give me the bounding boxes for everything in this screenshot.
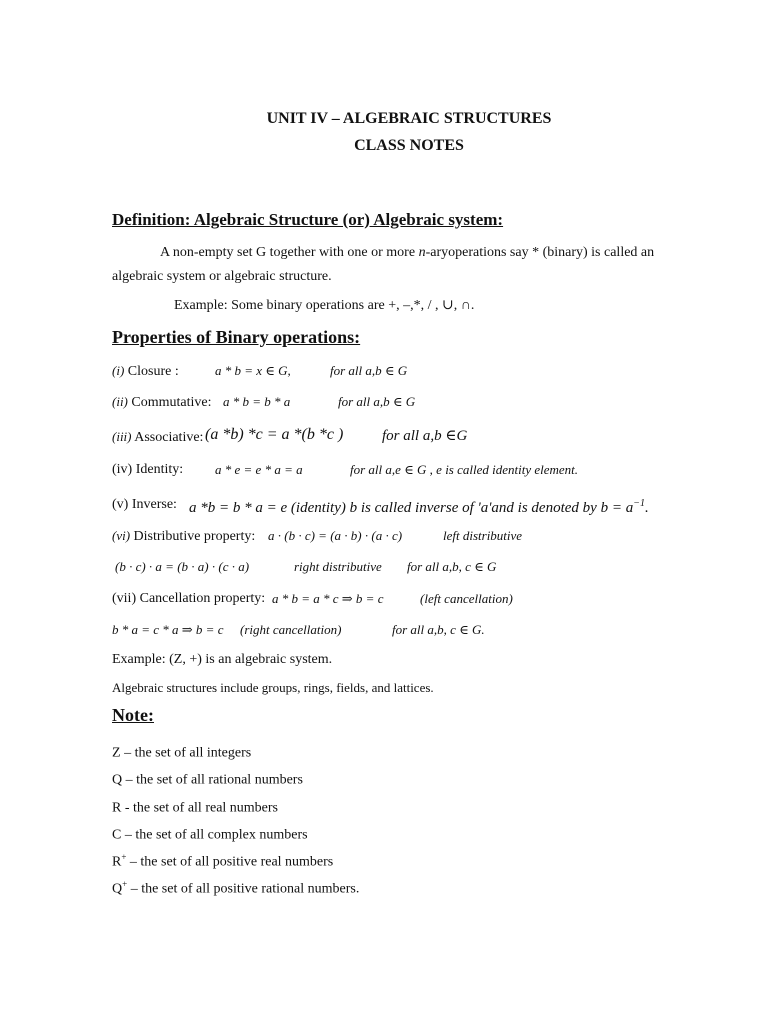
- definition-paragraph-line1: [160, 244, 654, 262]
- identity-label: Identity:: [132, 462, 184, 477]
- commutative-label: Commutative:: [127, 395, 212, 410]
- note-item: [112, 766, 303, 790]
- associative-condition: for all a,b ∈G: [382, 428, 468, 444]
- distributive-number: (vi): [112, 528, 131, 543]
- definition-example: Example: Some binary operations are +, –,*, / , ∪, ∩.: [174, 298, 475, 313]
- note-symbol: R: [112, 854, 122, 870]
- note-text: – the set of all rational numbers: [122, 772, 303, 788]
- property-commutative: [112, 393, 212, 412]
- note-text: - the set of all real numbers: [121, 800, 279, 816]
- closure-expression: a * b = x ∈ G,: [215, 363, 291, 378]
- cancellation2-condition-all: for all a,b, c ∈ G.: [392, 622, 485, 637]
- cancellation-number: (vii): [112, 591, 137, 606]
- commutative-number: (ii): [112, 394, 128, 409]
- inverse-expression: [189, 495, 649, 517]
- distributive2-condition: right distributive: [294, 559, 382, 574]
- example-algebraic-system: Example: (Z, +) is an algebraic system.: [112, 652, 333, 667]
- cancellation-label: Cancellation property:: [136, 591, 266, 606]
- closure-label: Closure :: [124, 364, 179, 379]
- property-distributive: [112, 527, 255, 546]
- page-subtitle: CLASS NOTES: [354, 137, 464, 154]
- cancellation2-condition: (right cancellation): [240, 622, 342, 637]
- definition-text-a: A non-empty set G together with one or more: [160, 245, 419, 260]
- note-superscript: +: [121, 852, 127, 862]
- distributive2-condition-all: for all a,b, c ∈ G: [407, 559, 497, 574]
- note-symbol: Q: [112, 881, 123, 897]
- properties-heading: Properties of Binary operations:: [112, 327, 361, 347]
- property-closure: [112, 362, 179, 381]
- closure-number: (i): [112, 363, 125, 378]
- note-text: – the set of all positive real numbers: [126, 854, 334, 870]
- associative-expression: (a *b) *c = a *(b *c ): [205, 426, 344, 443]
- distributive-label: Distributive property:: [130, 529, 256, 544]
- note-symbol: Q: [112, 772, 123, 788]
- associative-number: (iii): [112, 429, 132, 444]
- identity-condition: for all a,e ∈ G , e is called identity element.: [350, 462, 579, 477]
- algebraic-structures-note: Algebraic structures include groups, rings, fields, and lattices.: [112, 680, 434, 695]
- note-superscript: +: [122, 879, 128, 889]
- definition-heading: Definition: Algebraic Structure (or) Algebraic system:: [112, 210, 504, 229]
- inverse-number: (v): [112, 497, 129, 512]
- inverse-expression-text: a *b = b * a = e (identity) b is called inverse of 'a'and is denoted by b = a: [189, 500, 634, 516]
- inverse-period: .: [644, 500, 649, 516]
- cancellation-expression: a * b = a * c ⇒ b = c: [272, 591, 384, 606]
- property-identity: [112, 461, 183, 479]
- identity-expression: a * e = e * a = a: [215, 462, 303, 477]
- note-symbol: Z: [112, 745, 121, 761]
- note-symbol: R: [112, 800, 122, 816]
- note-symbol: C: [112, 827, 122, 843]
- distributive-expression: a · (b · c) = (a · b) · (a · c): [268, 528, 403, 543]
- note-item: [112, 821, 308, 845]
- distributive2-expression: (b · c) · a = (b · a) · (c · a): [115, 559, 250, 574]
- commutative-condition: for all a,b ∈ G: [338, 394, 416, 409]
- cancellation-condition: (left cancellation): [420, 591, 513, 606]
- note-text: – the set of all integers: [120, 745, 252, 761]
- note-text: – the set of all complex numbers: [121, 827, 308, 843]
- property-inverse: [112, 496, 177, 514]
- note-item: [112, 794, 278, 818]
- property-cancellation: [112, 590, 265, 608]
- associative-label: Associative:: [131, 430, 204, 445]
- property-associative: [112, 428, 203, 447]
- definition-text-n: n: [418, 245, 426, 260]
- note-text: – the set of all positive rational numbers.: [127, 881, 360, 897]
- definition-paragraph-line2: algebraic system or algebraic structure.: [112, 269, 332, 284]
- page-title: UNIT IV – ALGEBRAIC STRUCTURES: [266, 110, 552, 127]
- note-heading: Note:: [112, 705, 154, 725]
- identity-number: (iv): [112, 462, 133, 477]
- distributive-condition: left distributive: [443, 528, 523, 543]
- note-item: [112, 875, 359, 899]
- inverse-exponent: −1: [633, 498, 645, 509]
- inverse-label: Inverse:: [128, 497, 177, 512]
- note-item: [112, 739, 251, 763]
- definition-text-b: -aryoperations say * (binary) is called an: [425, 245, 655, 260]
- closure-condition: for all a,b ∈ G: [330, 363, 408, 378]
- commutative-expression: a * b = b * a: [223, 394, 291, 409]
- cancellation2-expression: b * a = c * a ⇒ b = c: [112, 622, 224, 637]
- note-item: [112, 848, 333, 872]
